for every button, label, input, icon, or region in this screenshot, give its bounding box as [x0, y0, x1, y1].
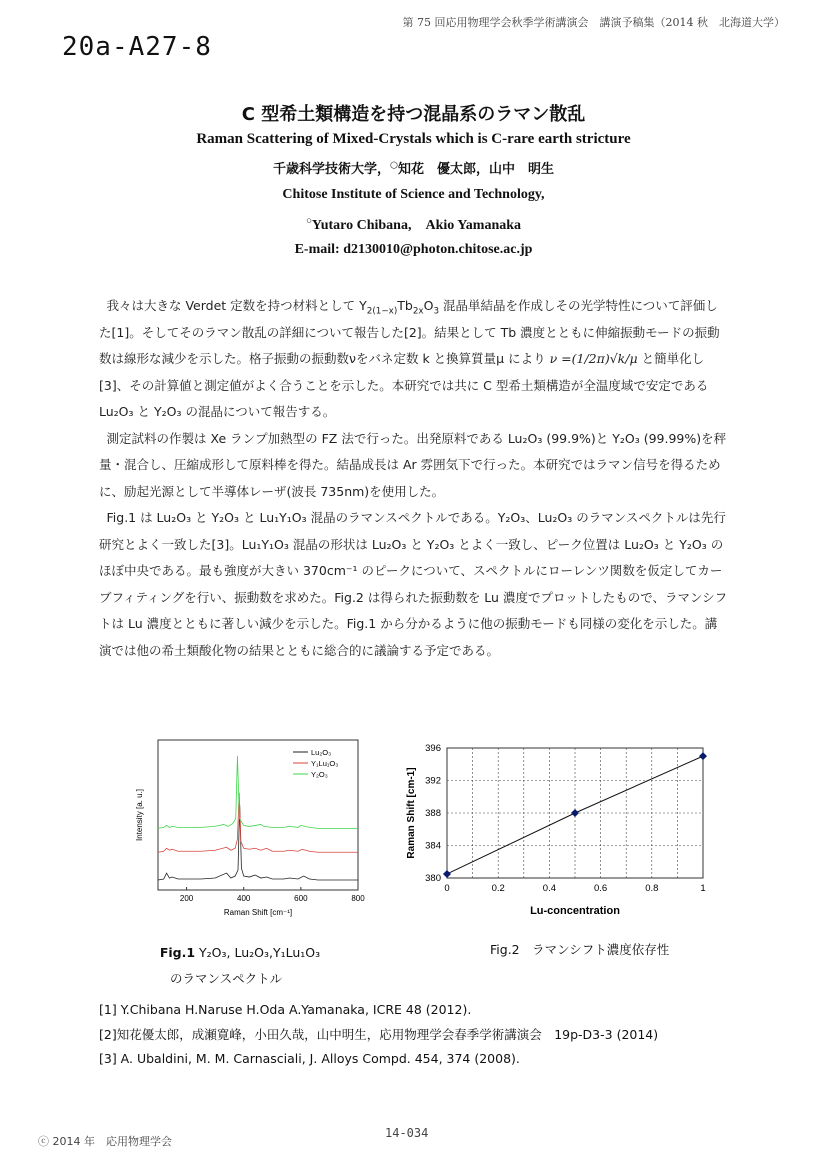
fig2-xtick-label: 0.2 — [491, 883, 505, 894]
paragraph-2: 測定試料の作製は Xe ランプ加熱型の FZ 法で行った。出発原料である Lu₂O₃ (99.9%)と Y₂O₃ (99.99%)を秤量・混合し、圧縮成形して原料棒を得た。結晶成長は Ar 雰囲気下で行った。本研究ではラマン信号を得るために、励起光源として半導体レーザ(波長 735nm)を使用した。 — [99, 430, 727, 499]
fig1-legend-label: Y₂O₃ — [311, 770, 328, 779]
fig2-xtick-label: 0.6 — [593, 883, 608, 894]
presenter-mark: ○ — [390, 160, 398, 171]
fig2-ytick-label: 396 — [425, 743, 441, 754]
author-names-japanese: 知花 優太郎，山中 明生 — [397, 162, 554, 177]
authors-english — [0, 214, 827, 234]
presenter-mark-en: ○ — [305, 215, 312, 227]
fig1-caption-text: のラマンスペクトル — [170, 971, 283, 986]
paragraph-3: Fig.1 は Lu₂O₃ と Y₂O₃ と Lu₁Y₁O₃ 混晶のラマンスペクトルである。Y₂O₃、Lu₂O₃ のラマンスペクトルは先行研究とよく一致した[3]。Lu₁Y₁O₃ 混晶の形状は Lu₂O₃ と Y₂O₃ とよく一致し、ピーク位置は Lu₂O₃ と Y₂O₃ のほぼ中央である。最も強度が大きい 370cm⁻¹ のピークについて、スペクトルにローレンツ関数を仮定してカーブフィティングを行い、振動数を求めた。Fig.2 は得られた振動数を Lu 濃度でプロットしたもので、ラマンシフトは Lu 濃度とともに著しい減少を示した。Fig.1 から分かるように他の振動モードも同様の変化を示した。講演では他の希土類酸化物の結果とともに総合的に議論する予定である。 — [99, 510, 728, 658]
fig1-series-line — [158, 793, 358, 853]
fig1-xtick-label: 600 — [294, 894, 308, 903]
fig1-ylabel: Intensity [a. u.] — [135, 788, 144, 842]
fig2-ytick-label: 388 — [425, 808, 441, 819]
references — [99, 998, 739, 1072]
fig1-legend-label: Y₁Lu₁O₃ — [311, 759, 339, 768]
title-english: Raman Scattering of Mixed-Crystals which is C-rare earth stricture — [196, 131, 631, 147]
fig2-xtick-label: 0.8 — [645, 883, 659, 894]
abstract-body — [99, 293, 729, 664]
affiliation-japanese: 千歳科学技術大学， — [273, 162, 391, 177]
page-number: 14-034 — [385, 1126, 429, 1140]
fig1-xtick-label: 800 — [351, 894, 365, 903]
fig1-caption-label: Fig.1 — [159, 945, 196, 960]
affiliation-english: Chitose Institute of Science and Technology, — [282, 187, 545, 202]
fig2-xtick-label: 0.4 — [542, 883, 557, 894]
fig2-ylabel: Raman Shift [cm-1] — [406, 767, 417, 859]
reference-1: [1] Y.Chibana H.Naruse H.Oda A.Yamanaka, ICRE 48 (2012). — [99, 1002, 472, 1017]
fig1-caption — [140, 940, 340, 992]
reference-2: [2]知花優太郎，成瀬寛峰，小田久哉，山中明生，応用物理学会春季学術講演会 19p-D3-3 (2014) — [99, 1026, 659, 1042]
fig1-raman-spectra — [120, 735, 370, 925]
fig1-xtick-label: 200 — [179, 894, 194, 903]
fig2-shift-vs-concentration — [400, 740, 725, 925]
fig1-caption-compounds: Y₂O₃, Lu₂O₃,Y₁Lu₁O₃ — [195, 945, 321, 960]
fig2-caption: Fig.2 ラマンシフト濃度依存性 — [490, 942, 670, 957]
fig2-xlabel: Lu-concentration — [530, 905, 620, 917]
paragraph-1 — [99, 293, 729, 426]
authors-japanese — [0, 158, 827, 177]
conference-header: 第 75 回応用物理学会秋季学術講演会 講演予稿集（2014 秋 北海道大学） — [402, 16, 785, 29]
fig2-ytick-label: 384 — [425, 840, 441, 852]
fig2-ytick-label: 392 — [425, 775, 441, 787]
paragraph-1-part-b: 混晶単結晶を作成しその光学特性について評価した[1]。そしてそのラマン散乱の詳細について報告した[2]。結果として Tb 濃度とともに伸縮振動モードの振動数は線形な減少を示した。格子振動の振動数νをバネ定数 k と換算質量μ により — [99, 298, 720, 366]
fig2-data-point — [443, 870, 451, 878]
paragraph-1-part-c: と簡単化し[3]、その計算値と測定値がよく合うことを示した。本研究では共に C 型希土類構造が全温度域で安定である Lu₂O₃ と Y₂O₃ の混晶について報告する。 — [99, 351, 709, 419]
paper-code: 20a-A27-8 — [62, 32, 212, 62]
reference-3: [3] A. Ubaldini, M. M. Carnasciali, J. Alloys Compd. 454, 374 (2008). — [99, 1051, 520, 1066]
copyright: ⓒ 2014 年 応用物理学会 — [38, 1135, 172, 1148]
fig1-xlabel: Raman Shift [cm⁻¹] — [223, 908, 293, 917]
formula-frequency: ν =(1/2π)√k/μ — [549, 351, 638, 366]
title-japanese: C 型希土類構造を持つ混晶系のラマン散乱 — [241, 104, 586, 125]
email: E-mail: d2130010@photon.chitose.ac.jp — [294, 242, 533, 257]
fig2-data-point — [699, 752, 707, 760]
fig2-xtick-label: 0 — [444, 883, 450, 894]
fig1-xtick-label: 400 — [237, 894, 251, 903]
formula-compound: $Y_{2(1-x)}Tb_{2x}O_3$ — [359, 298, 440, 317]
author-names-english: Yutaro Chibana, Akio Yamanaka — [311, 218, 522, 233]
paragraph-1-part-a: 我々は大きな Verdet 定数を持つ材料として — [106, 298, 360, 313]
fig1-series-line — [158, 805, 358, 880]
fig1-legend-label: Lu₂O₃ — [311, 748, 332, 757]
fig2-data-point — [571, 809, 579, 817]
fig2-ytick-label: 380 — [425, 873, 441, 884]
fig2-xtick-label: 1 — [700, 883, 706, 894]
